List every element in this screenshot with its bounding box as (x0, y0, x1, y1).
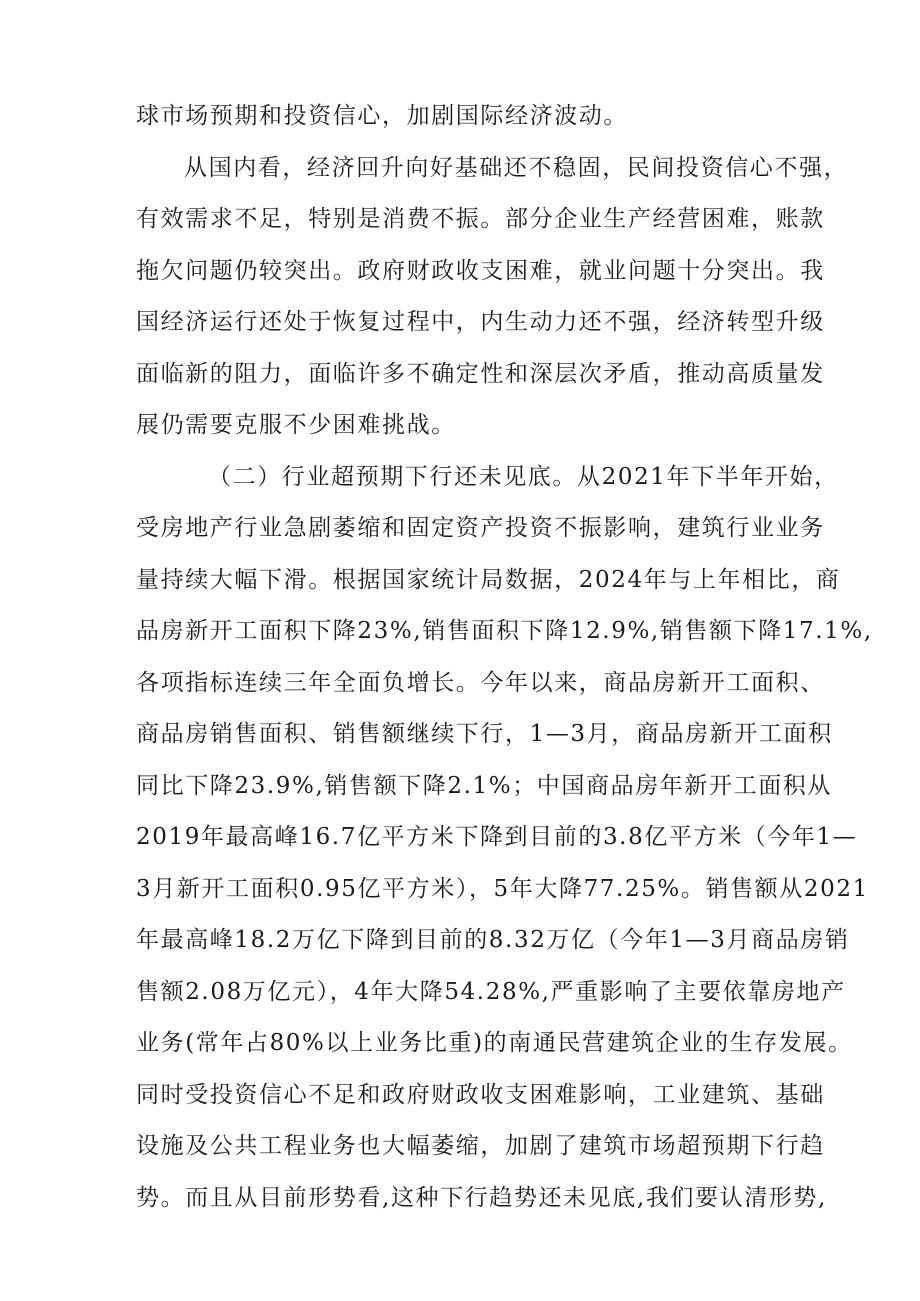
text-line-12: 各项指标连续三年全面负增长。今年以来，商品房新开工面积、 (136, 669, 825, 696)
paragraph-domestic-line-1: 从国内看，经济回升向好基础还不稳固，民间投资信心不强， (184, 154, 849, 181)
text-line-16: 3月新开工面积0.95亿平方米），5年大降77.25%。销售额从2021 (136, 875, 869, 902)
text-line-13: 商品房销售面积、销售额继续下行，1—3月，商品房新开工面积 (136, 721, 833, 747)
text-line-5: 国经济运行还处于恢复过程中，内生动力还不强，经济转型升级 (136, 309, 825, 335)
text-line-3: 有效需求不足，特别是消费不振。部分企业生产经营困难，账款 (136, 206, 825, 232)
text-line-17: 年最高峰18.2万亿下降到目前的8.32万亿（今年1—3月商品房销 (136, 927, 850, 953)
text-line-20: 同时受投资信心不足和政府财政收支困难影响，工业建筑、基础 (136, 1081, 825, 1108)
text-line-21: 设施及公共工程业务也大幅萎缩，加剧了建筑市场超预期下行趋 (136, 1133, 825, 1159)
text-line-22: 势。而且从目前形势看,这种下行趋势还未见底,我们要认清形势, (136, 1184, 827, 1211)
text-line-19: 业务(常年占80%以上业务比重)的南通民营建筑企业的生存发展。 (136, 1030, 853, 1056)
text-line-18: 售额2.08万亿元），4年大降54.28%,严重影响了主要依靠房地产 (136, 978, 846, 1005)
text-line-11: 品房新开工面积下降23%,销售面积下降12.9%,销售额下降17.1%, (136, 618, 873, 644)
body-text (136, 94, 873, 1227)
section-heading-line: （二）行业超预期下行还未见底。从2021年下半年开始， (208, 463, 839, 490)
text-line-10: 量持续大幅下滑。根据国家统计局数据，2024年与上年相比，商 (136, 566, 841, 593)
text-line-7: 展仍需要克服不少困难挑战。 (136, 412, 456, 438)
text-line-1: 球市场预期和投资信心，加剧国际经济波动。 (136, 103, 628, 129)
text-line-6: 面临新的阻力，面临许多不确定性和深层次矛盾，推动高质量发 (136, 360, 825, 387)
text-line-15: 2019年最高峰16.7亿平方米下降到目前的3.8亿平方米（今年1— (136, 824, 858, 850)
text-line-4: 拖欠问题仍较突出。政府财政收支困难，就业问题十分突出。我 (136, 257, 825, 284)
text-line-14: 同比下降23.9%,销售额下降2.1%；中国商品房年新开工面积从 (136, 772, 833, 799)
text-line-9: 受房地产行业急剧萎缩和固定资产投资不振影响，建筑行业业务 (136, 515, 825, 541)
